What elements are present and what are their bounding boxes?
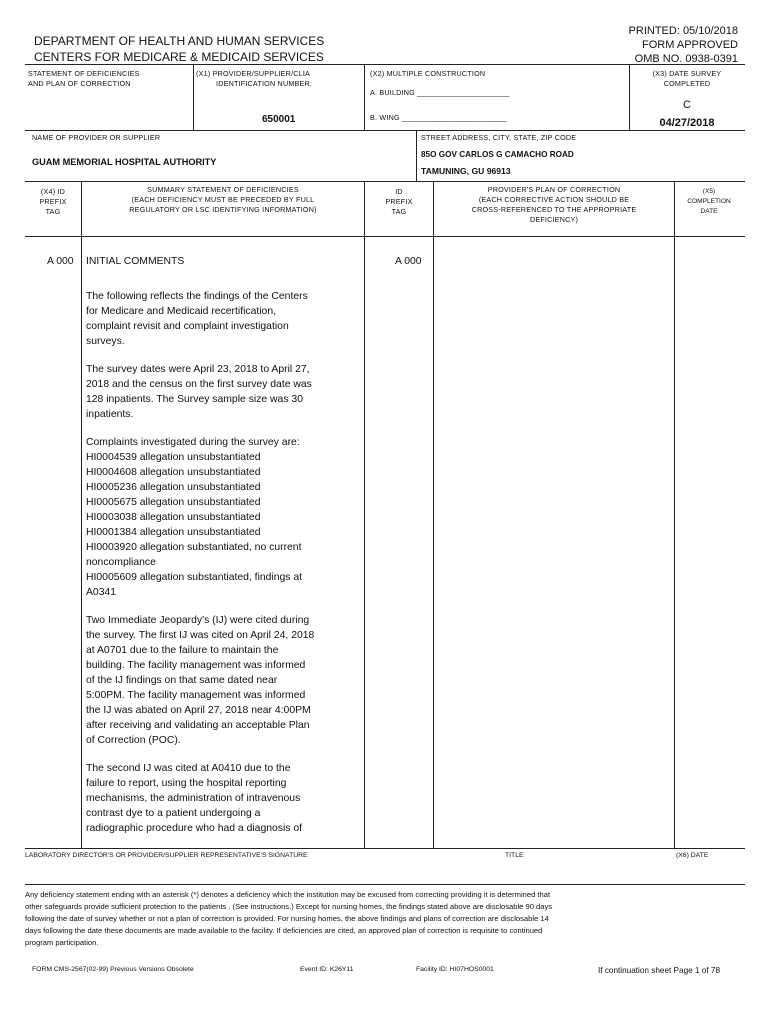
paragraph bbox=[86, 289, 362, 349]
divider bbox=[364, 64, 365, 130]
paragraph-line: of Correction (POC). bbox=[86, 735, 181, 746]
provider-name-label: NAME OF PROVIDER OR SUPPLIER bbox=[32, 133, 161, 142]
form-number: FORM CMS-2567(02-99) Previous Versions Obsolete bbox=[32, 966, 194, 973]
signature-label: LABORATORY DIRECTOR'S OR PROVIDER/SUPPLIER REPRESENTATIVE'S SIGNATURE bbox=[25, 852, 308, 859]
paragraph-line: building. The facility management was informed bbox=[86, 660, 306, 671]
agency-header bbox=[34, 33, 324, 65]
summary-header bbox=[82, 185, 364, 215]
statement-label-line: AND PLAN OF CORRECTION bbox=[28, 79, 131, 88]
form-approved: FORM APPROVED bbox=[642, 39, 738, 51]
plan-header-line: CROSS-REFERENCED TO THE APPROPRIATE bbox=[471, 205, 637, 214]
x4-header-line: PREFIX bbox=[39, 197, 67, 206]
paragraph-line: HI0001384 allegation unsubstantiated bbox=[86, 527, 261, 538]
provider-number: 650001 bbox=[262, 114, 296, 125]
paragraph-line: The survey dates were April 23, 2018 to April 27, bbox=[86, 364, 310, 375]
paragraph-line: HI0005236 allegation unsubstantiated bbox=[86, 482, 261, 493]
survey-code: C bbox=[683, 99, 691, 111]
paragraph-line: inpatients. bbox=[86, 409, 134, 420]
paragraph-line: HI0003038 allegation unsubstantiated bbox=[86, 512, 261, 523]
x3-label-line: COMPLETED bbox=[663, 79, 711, 88]
x1-label bbox=[196, 69, 362, 89]
paragraph-line: Two Immediate Jeopardy's (IJ) were cited during bbox=[86, 615, 310, 626]
statement-label bbox=[28, 69, 140, 89]
paragraph-line: HI0004608 allegation unsubstantiated bbox=[86, 467, 261, 478]
disclaimer-line: following the date of survey whether or not a plan of correction is provided. For nursing homes, the above findings and plans of correction are disclosable 14 bbox=[25, 914, 549, 923]
plan-header-line: PROVIDER'S PLAN OF CORRECTION bbox=[487, 185, 621, 194]
address-line-2: TAMUNING, GU 96913 bbox=[421, 166, 511, 176]
disclaimer-line: other safeguards provide sufficient protection to the patients . (See instructions.) Except for nursing homes, the findings stated above are disclosable 90 days bbox=[25, 902, 553, 911]
plan-header-line: (EACH CORRECTIVE ACTION SHOULD BE bbox=[478, 195, 630, 204]
divider bbox=[81, 181, 82, 848]
disclaimer-line: days following the date these documents are made available to the facility. If deficiencies are cited, an approved plan of correction is requisite to continued bbox=[25, 926, 543, 935]
divider bbox=[433, 181, 434, 848]
rule bbox=[25, 236, 745, 237]
paragraph-line: at A0701 due to the failure to maintain the bbox=[86, 645, 279, 656]
paragraph-line: for Medicare and Medicaid recertification, bbox=[86, 306, 277, 317]
provider-name: GUAM MEMORIAL HOSPITAL AUTHORITY bbox=[32, 157, 217, 167]
summary-header-line: (EACH DEFICIENCY MUST BE PRECEDED BY FULL bbox=[131, 195, 315, 204]
divider bbox=[364, 181, 365, 848]
tag-right: A 000 bbox=[395, 256, 422, 267]
paragraph-line: of the IJ findings on that same dated near bbox=[86, 675, 278, 686]
x3-label-line: (X3) DATE SURVEY bbox=[652, 69, 722, 78]
department-name: DEPARTMENT OF HEALTH AND HUMAN SERVICES bbox=[34, 34, 325, 48]
paragraph-line: contrast dye to a patient undergoing a bbox=[86, 808, 261, 819]
x1-label-line: IDENTIFICATION NUMBER: bbox=[216, 79, 313, 88]
section-heading: INITIAL COMMENTS bbox=[86, 256, 185, 267]
x4-header bbox=[25, 187, 81, 217]
survey-date: 04/27/2018 bbox=[659, 117, 715, 129]
paragraph-line: failure to report, using the hospital reporting bbox=[86, 778, 287, 789]
summary-header-line: REGULATORY OR LSC IDENTIFYING INFORMATION) bbox=[129, 205, 317, 214]
id-header-line: ID bbox=[395, 187, 403, 196]
paragraph-line: after receiving and validating an acceptable Plan bbox=[86, 720, 310, 731]
divider bbox=[193, 64, 194, 130]
disclaimer bbox=[25, 889, 745, 949]
x5-header bbox=[675, 187, 743, 217]
paragraph-line: HI0003920 allegation substantiated, no current bbox=[86, 542, 302, 553]
rule bbox=[25, 884, 745, 885]
plan-header bbox=[434, 185, 674, 225]
address-line-1: 85O GOV CARLOS G CAMACHO ROAD bbox=[421, 150, 574, 159]
rule bbox=[25, 64, 745, 65]
x5-header-line: DATE bbox=[700, 208, 718, 215]
omb-number: OMB NO. 0938-0391 bbox=[634, 53, 738, 65]
tag-left: A 000 bbox=[47, 256, 74, 267]
deficiency-text bbox=[86, 289, 362, 849]
paragraph bbox=[86, 613, 362, 748]
paragraph-line: the survey. The first IJ was cited on April 24, 2018 bbox=[86, 630, 315, 641]
paragraph-line: HI0005609 allegation substantiated, findings at bbox=[86, 572, 303, 583]
building-field: A. BUILDING ______________________ bbox=[370, 88, 510, 97]
paragraph-line: HI0005675 allegation unsubstantiated bbox=[86, 497, 261, 508]
rule bbox=[25, 130, 745, 131]
disclaimer-line: Any deficiency statement ending with an asterisk (*) denotes a deficiency which the institution may be excused from correcting providing it is determined that bbox=[25, 890, 551, 899]
x1-label-line: (X1) PROVIDER/SUPPLIER/CLIA bbox=[196, 69, 311, 78]
paragraph-line: the IJ was abated on April 27, 2018 near 4:00PM bbox=[86, 705, 311, 716]
paragraph-line: 2018 and the census on the first survey date was bbox=[86, 379, 312, 390]
paragraph-line: 5:00PM. The facility management was informed bbox=[86, 690, 306, 701]
x4-header-line: (X4) ID bbox=[40, 187, 66, 196]
divider bbox=[674, 181, 675, 848]
paragraph-line: The second IJ was cited at A0410 due to the bbox=[86, 763, 291, 774]
summary-header-line: SUMMARY STATEMENT OF DEFICIENCIES bbox=[147, 185, 299, 194]
id-header bbox=[365, 187, 433, 217]
statement-label-line: STATEMENT OF DEFICIENCIES bbox=[28, 69, 140, 78]
paragraph-line: complaint revisit and complaint investigation bbox=[86, 321, 289, 332]
paragraph-line: mechanisms, the administration of intravenous bbox=[86, 793, 301, 804]
x3-label bbox=[632, 69, 742, 89]
x5-header-line: (X5) bbox=[702, 188, 716, 195]
paragraph-line: surveys. bbox=[86, 336, 125, 347]
divider bbox=[416, 130, 417, 181]
paragraph-line: noncompliance bbox=[86, 557, 156, 568]
id-header-line: TAG bbox=[391, 207, 407, 216]
id-header-line: PREFIX bbox=[385, 197, 413, 206]
disclaimer-line: program participation. bbox=[25, 938, 99, 947]
title-label: TITLE bbox=[505, 852, 524, 859]
plan-header-line: DEFICIENCY) bbox=[529, 215, 579, 224]
printed-date: PRINTED: 05/10/2018 bbox=[628, 25, 738, 37]
divider bbox=[629, 64, 630, 130]
paragraph-line: 128 inpatients. The Survey sample size was 30 bbox=[86, 394, 303, 405]
paragraph bbox=[86, 761, 362, 836]
x4-header-line: TAG bbox=[45, 207, 61, 216]
wing-field: B. WING _________________________ bbox=[370, 113, 507, 122]
form-meta bbox=[629, 24, 738, 66]
address-label: STREET ADDRESS, CITY, STATE, ZIP CODE bbox=[421, 133, 577, 142]
continuation-sheet: If continuation sheet Page 1 of 78 bbox=[598, 966, 720, 975]
facility-id: Facility ID: HI07HOS0001 bbox=[416, 966, 494, 973]
paragraph-line: A0341 bbox=[86, 587, 117, 598]
paragraph-line: Complaints investigated during the survey are: bbox=[86, 437, 300, 448]
x2-label: (X2) MULTIPLE CONSTRUCTION bbox=[370, 69, 486, 78]
paragraph-line: radiographic procedure who had a diagnosis of bbox=[86, 823, 303, 834]
x5-header-line: COMPLETION bbox=[687, 198, 731, 205]
paragraph bbox=[86, 435, 362, 600]
paragraph-line: HI0004539 allegation unsubstantiated bbox=[86, 452, 261, 463]
paragraph-line: The following reflects the findings of the Centers bbox=[86, 291, 308, 302]
date-label: (X6) DATE bbox=[676, 852, 709, 859]
paragraph bbox=[86, 362, 362, 422]
centers-name: CENTERS FOR MEDICARE & MEDICAID SERVICES bbox=[34, 50, 324, 64]
rule bbox=[25, 181, 745, 182]
event-id: Event ID: K26Y11 bbox=[300, 966, 354, 973]
